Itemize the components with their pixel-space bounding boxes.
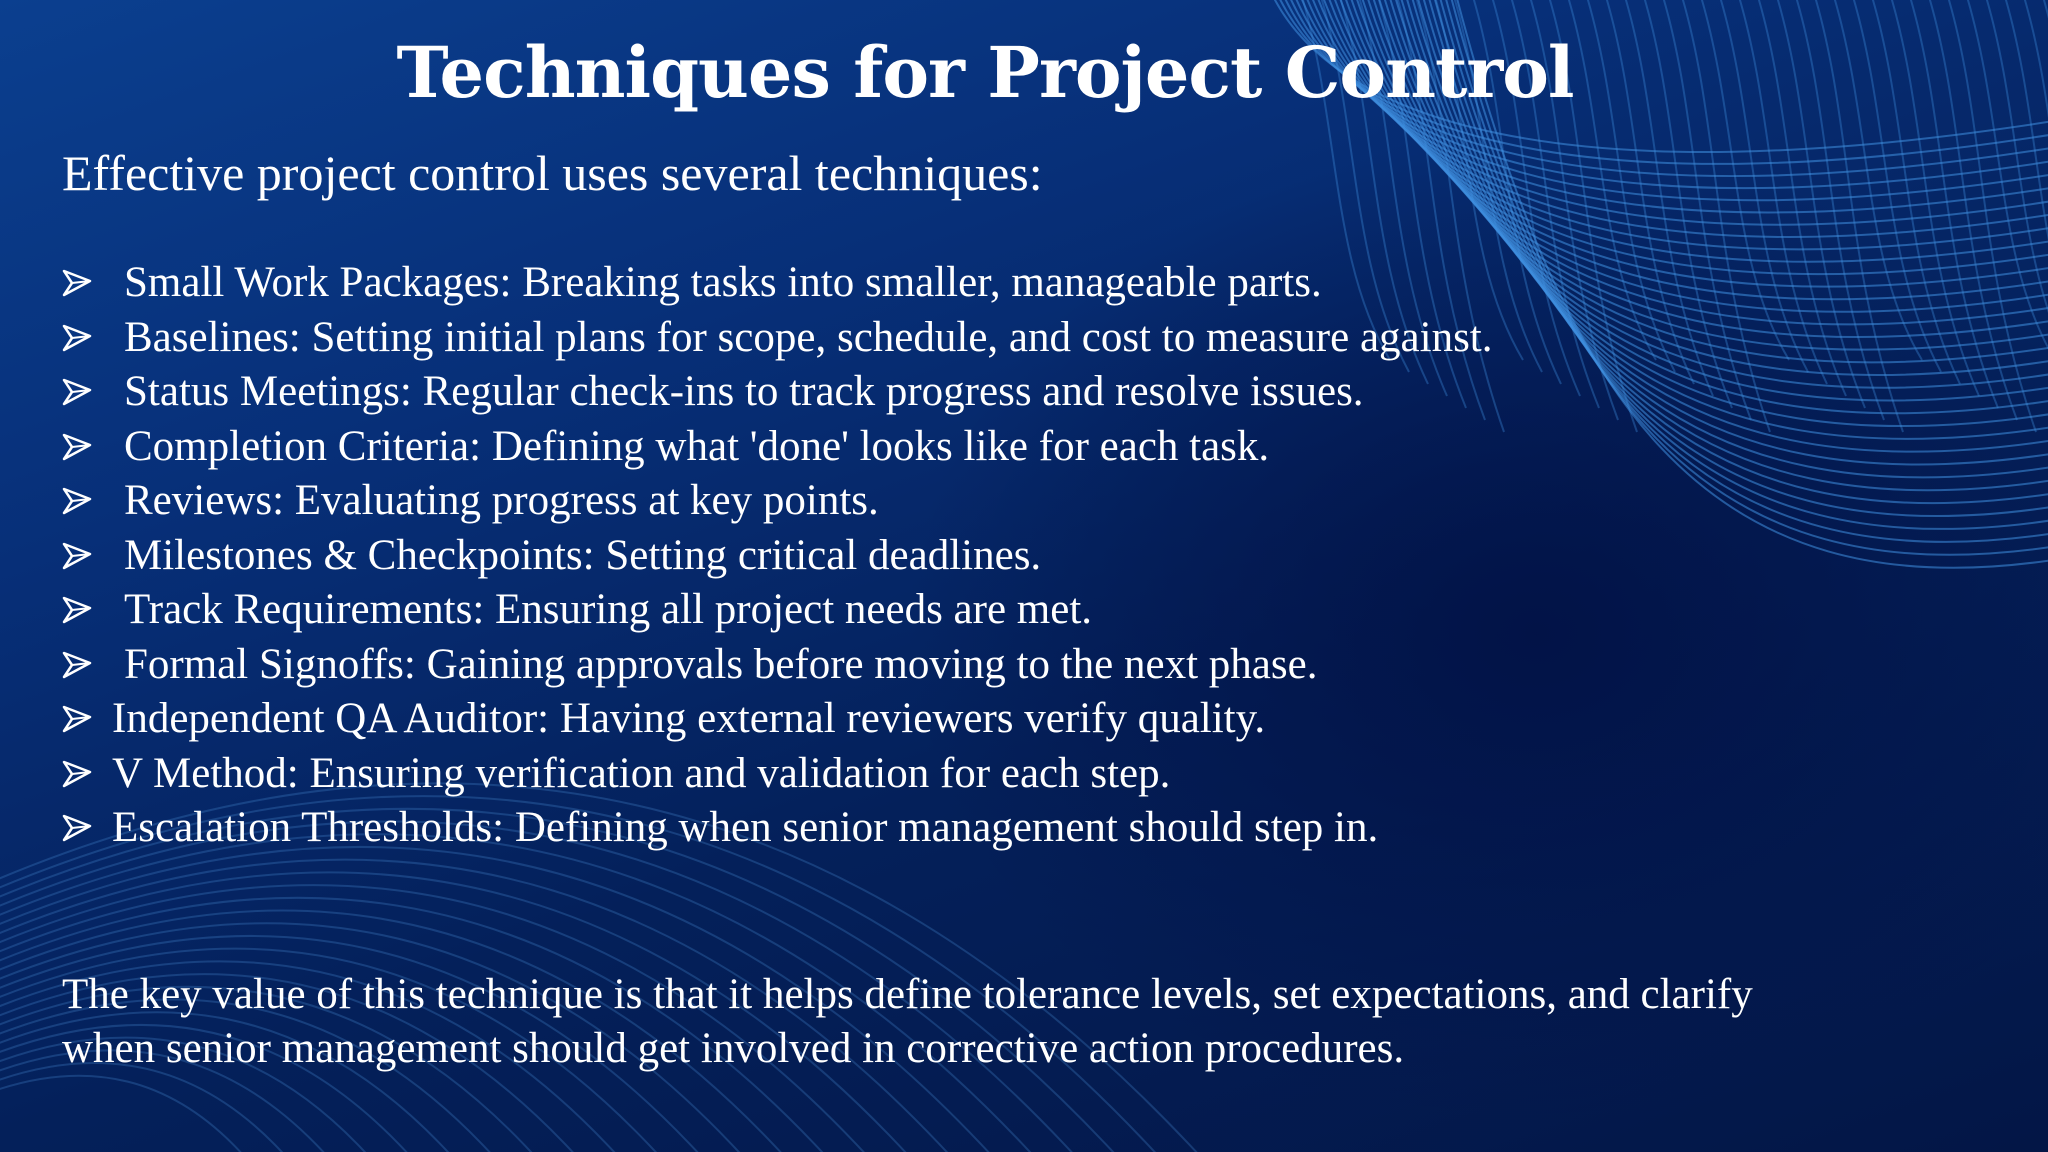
arrowhead-bullet-icon — [62, 268, 92, 298]
list-item-text: Formal Signoffs: Gaining approvals before moving to the next phase. — [124, 640, 1318, 688]
slide-title: Techniques for Project Control — [396, 31, 1574, 114]
conclusion-paragraph — [62, 968, 2048, 1076]
arrowhead-bullet-icon — [62, 486, 92, 516]
arrowhead-bullet-icon — [62, 595, 92, 625]
list-item-text: Independent QA Auditor: Having external reviewers verify quality. — [112, 695, 1266, 742]
list-item-text: Completion Criteria: Defining what 'done' looks like for each task. — [124, 422, 1270, 470]
arrowhead-bullet-icon — [62, 650, 92, 680]
conclusion-line: when senior management should get involved in corrective action procedures. — [62, 1025, 1405, 1072]
arrowhead-bullet-icon — [62, 541, 92, 571]
list-item-text: Baselines: Setting initial plans for scope, schedule, and cost to measure against. — [124, 313, 1493, 361]
list-item-text: Milestones & Checkpoints: Setting critical deadlines. — [124, 531, 1042, 579]
list-item-text: V Method: Ensuring verification and validation for each step. — [112, 749, 1171, 797]
intro-text: Effective project control uses several techniques: — [62, 145, 1043, 201]
arrowhead-bullet-icon — [62, 759, 92, 789]
conclusion-line: The key value of this technique is that it helps define tolerance levels, set expectations, and clarify — [62, 971, 1753, 1018]
list-item-text: Reviews: Evaluating progress at key points. — [124, 477, 879, 524]
list-item-text: Small Work Packages: Breaking tasks into smaller, manageable parts. — [124, 259, 1322, 306]
arrowhead-bullet-icon — [62, 704, 92, 734]
list-item-text: Status Meetings: Regular check-ins to track progress and resolve issues. — [124, 368, 1364, 415]
arrowhead-bullet-icon — [62, 377, 92, 407]
arrowhead-bullet-icon — [62, 813, 92, 843]
arrowhead-bullet-icon — [62, 323, 92, 353]
arrowhead-bullet-icon — [62, 432, 92, 462]
list-item-text: Track Requirements: Ensuring all project needs are met. — [124, 586, 1093, 633]
list-item-text: Escalation Thresholds: Defining when senior management should step in. — [112, 804, 1379, 851]
